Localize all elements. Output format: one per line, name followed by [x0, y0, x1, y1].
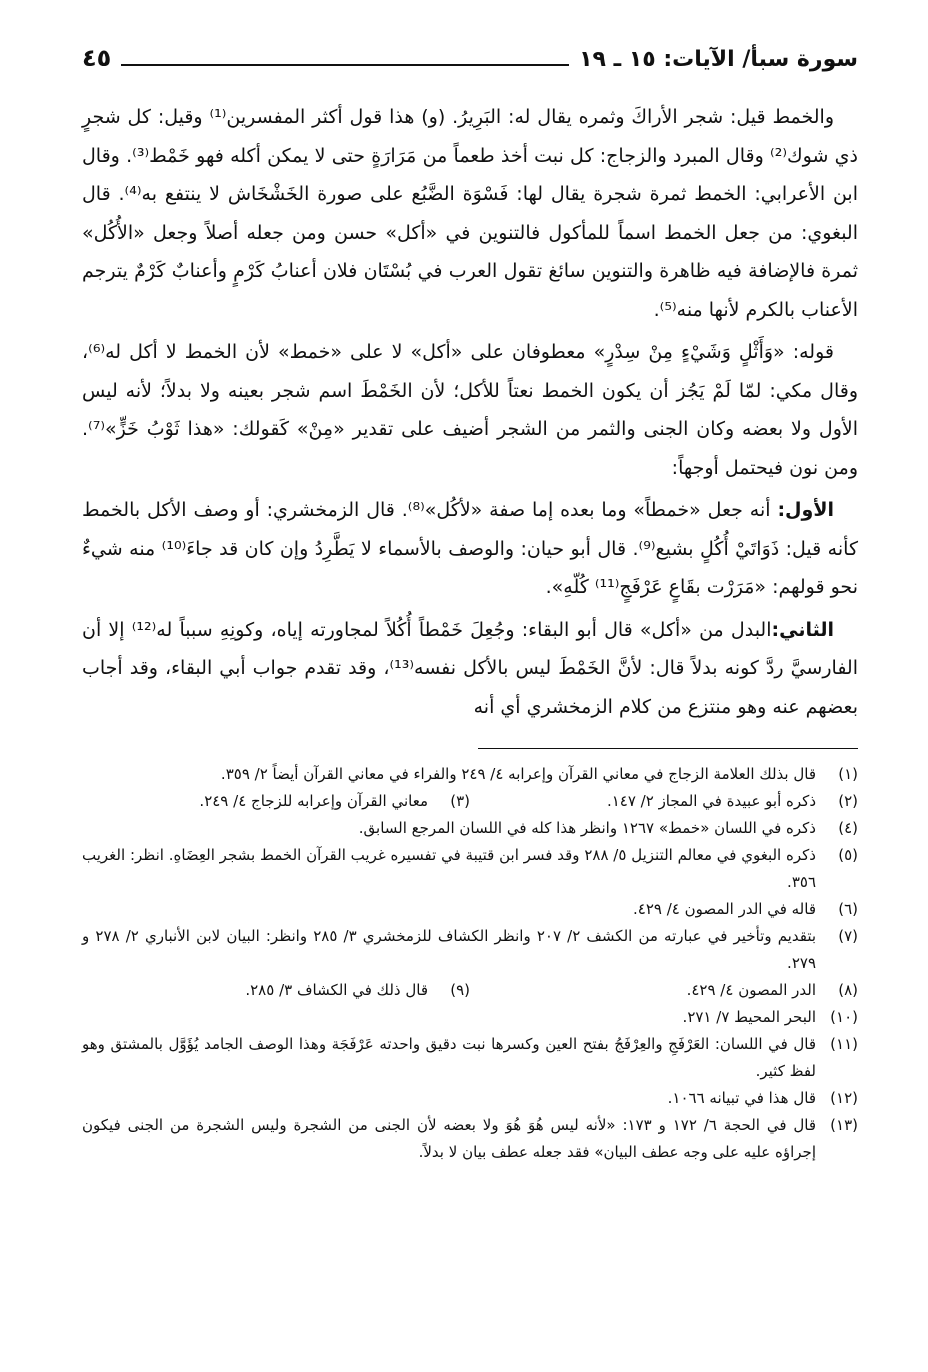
footnote-number: (١١) — [830, 1035, 858, 1053]
footnote-text: البحر المحيط ٧/ ٢٧١. — [682, 1008, 816, 1026]
footnote-text: قال هذا في تبيانه ١٠٦٦. — [667, 1089, 816, 1107]
footnote — [82, 1031, 858, 1085]
footnote-number: (١٠) — [830, 1008, 858, 1026]
footnote — [82, 1004, 858, 1031]
paragraph-text: والخمط قيل: شجر الأراكَ وثمره يقال له: البَرِيرُ. (و) هذا قول أكثر المفسرين⁽¹⁾ وقيل: كل شجرٍ ذي شوك⁽²⁾ وقال المبرد والزجاج: كل نبت أخذ طعماً من مَرَارَةٍ حتى لا يمكن أكله فهو خَمْط⁽³⁾. وقال ابن الأعرابي: الخمط ثمرة شجرة يقال لها: فَسْوَة الضَّبُع على صورة الخَشْخَاش لا ينتفع به⁽⁴⁾. قال البغوي: من جعل الخمط اسماً للمأكول فالتنوين في «أكل» حسن ومن جعله أصلاً وجعل «الأُكُل» ثمرة فالإضافة فيه ظاهرة والتنوين سائغ تقول العرب في بُسْتَان فلان أعنابُ كَرْمٍ وأعنابٌ كَرْمٌ يترجم الأعناب بالكرم لأنها منه⁽⁵⁾. — [82, 106, 859, 321]
footnote-text: قاله في الدر المصون ٤/ ٤٢٩. — [633, 900, 816, 918]
footnote — [82, 815, 858, 842]
footnote-number: (٧) — [838, 927, 858, 945]
footnote — [82, 788, 470, 815]
footnote — [470, 788, 858, 815]
footnote-number: (١٢) — [830, 1089, 858, 1107]
paragraph — [82, 98, 858, 329]
footnote-text: ذكره البغوي في معالم التنزيل ٥/ ٢٨٨ وقد فسر ابن قتيبة في تفسيره غريب القرآن الخمط بشجر العِضَاهِ. انظر: الغريب ٣٥٦. — [82, 846, 816, 891]
footnote — [470, 977, 858, 1004]
footnote-number: (٣) — [450, 792, 470, 810]
footnote — [82, 977, 470, 1004]
paragraph-text: أنه جعل «خمطاً» وما بعده إما صفة «لأكُل»⁽⁸⁾. قال الزمخشري: أو وصف الأكل بالخمط كأنه قيل: ذَوَاتَيْ أُكُلٍ بشيع⁽⁹⁾. قال أبو حيان: والوصف بالأسماء لا يَطَّرِدُ وإن كان قد جاءَ⁽¹⁰⁾ منه شيءٌ نحو قولهم: «مَرَرْت بقَاعٍ عَرْفَجٍ⁽¹¹⁾ كُلّهِ». — [82, 499, 858, 598]
footnote-pair — [82, 788, 858, 815]
running-header — [82, 36, 858, 72]
footnote-separator — [478, 748, 858, 749]
paragraph-lead: الثاني: — [771, 618, 834, 641]
paragraph-text: البدل من «أكل» قال أبو البقاء: وجُعِلَ خَمْطاً أُكُلاً لمجاورته إياه، وكونِهِ سبباً له⁽¹²⁾ إلا أن الفارسيَّ ردَّ كونه بدلاً قال: لأنَّ الخَمْطَ ليس بالأكل نفسه⁽¹³⁾، وقد تقدم جواب أبي البقاء، وقد أجاب بعضهم عنه وهو منتزع من كلام الزمخشري أي أنه — [82, 618, 858, 718]
footnote-number: (٢) — [838, 792, 858, 810]
footnote-text: بتقديم وتأخير في عبارته من الكشف ٢/ ٢٠٧ وانظر الكشاف للزمخشري ٣/ ٢٨٥ وانظر: البيان لابن الأنباري ٢/ ٢٧٨ و ٢٧٩. — [82, 927, 817, 972]
footnote-text: قال في اللسان: العَرْفَجِ والعِرْفَجُ بفتح العين وكسرها نبت دقيق واحدته عَرْفَجَة وهذا الوصف الجامد يُؤَوَّل بالمشتق وهو لفظ كثير. — [82, 1035, 816, 1080]
footnote-number: (٨) — [838, 981, 858, 999]
footnote-text: معاني القرآن وإعرابه للزجاج ٤/ ٢٤٩. — [199, 792, 428, 810]
page-number: ٤٥ — [82, 44, 112, 72]
paragraph — [82, 333, 858, 487]
footnotes — [82, 761, 858, 1166]
footnote — [82, 761, 858, 788]
footnote-number: (١) — [838, 765, 858, 783]
footnote-text: قال بذلك العلامة الزجاج في معاني القرآن وإعرابه ٤/ ٢٤٩ والفراء في معاني القرآن أيضاً ٢/ ٣٥٩. — [220, 765, 816, 783]
footnote — [82, 842, 858, 896]
paragraph-text: قوله: «وَأَثْلٍ وَشَيْءٍ مِنْ سِدْرٍ» معطوفان على «أكل» لا على «خمط» لأن الخمط لا أكل له⁽⁶⁾، وقال مكي: لمّا لَمْ يَجُز أن يكون الخمط نعتاً للأكل؛ لأن الخَمْطَ اسم شجر بعينه ولا بدلاً؛ لأنه ليس الأول ولا بعضه وكان الجنى والثمر من الشجر أضيف على تقدير «مِنْ» كَقولك: «هذا ثَوْبُ خَزٍّ»⁽⁷⁾. ومن نون فيحتمل أوجهاً: — [82, 341, 858, 479]
paragraph-lead: الأول: — [777, 499, 834, 521]
footnote-text: الدر المصون ٤/ ٤٢٩. — [686, 981, 816, 999]
paragraph — [82, 491, 858, 607]
footnote — [82, 896, 858, 923]
footnote — [82, 923, 858, 977]
footnote-number: (٤) — [838, 819, 858, 837]
footnote-number: (١٣) — [830, 1116, 858, 1134]
main-text — [82, 98, 858, 726]
header-title: سورة سبأ/ الآيات: ١٥ ـ ١٩ — [579, 47, 858, 72]
header-rule — [121, 64, 569, 66]
footnote-text: ذكره في اللسان «خمط» ١٢٦٧ وانظر هذا كله في اللسان المرجع السابق. — [358, 819, 816, 837]
footnote-text: ذكره أبو عبيدة في المجاز ٢/ ١٤٧. — [606, 792, 816, 810]
footnote-number: (٩) — [450, 981, 470, 999]
footnote-text: قال في الحجة ٦/ ١٧٢ و ١٧٣: «لأنه ليس هُوَ هُوَ ولا بعضه لأن الجنى من الشجرة وليس الشجرة من الجنى فيكون إجراؤه عليه على وجه عطف البيان» فقد جعله عطف بيان لا بدلاً. — [82, 1116, 817, 1161]
footnote-text: قال ذلك في الكشاف ٣/ ٢٨٥. — [245, 981, 428, 999]
book-page — [82, 36, 858, 1166]
paragraph — [82, 611, 858, 727]
footnote — [82, 1112, 858, 1166]
footnote-pair — [82, 977, 858, 1004]
footnote-number: (٥) — [838, 846, 858, 864]
footnote — [82, 1085, 858, 1112]
footnote-number: (٦) — [838, 900, 858, 918]
